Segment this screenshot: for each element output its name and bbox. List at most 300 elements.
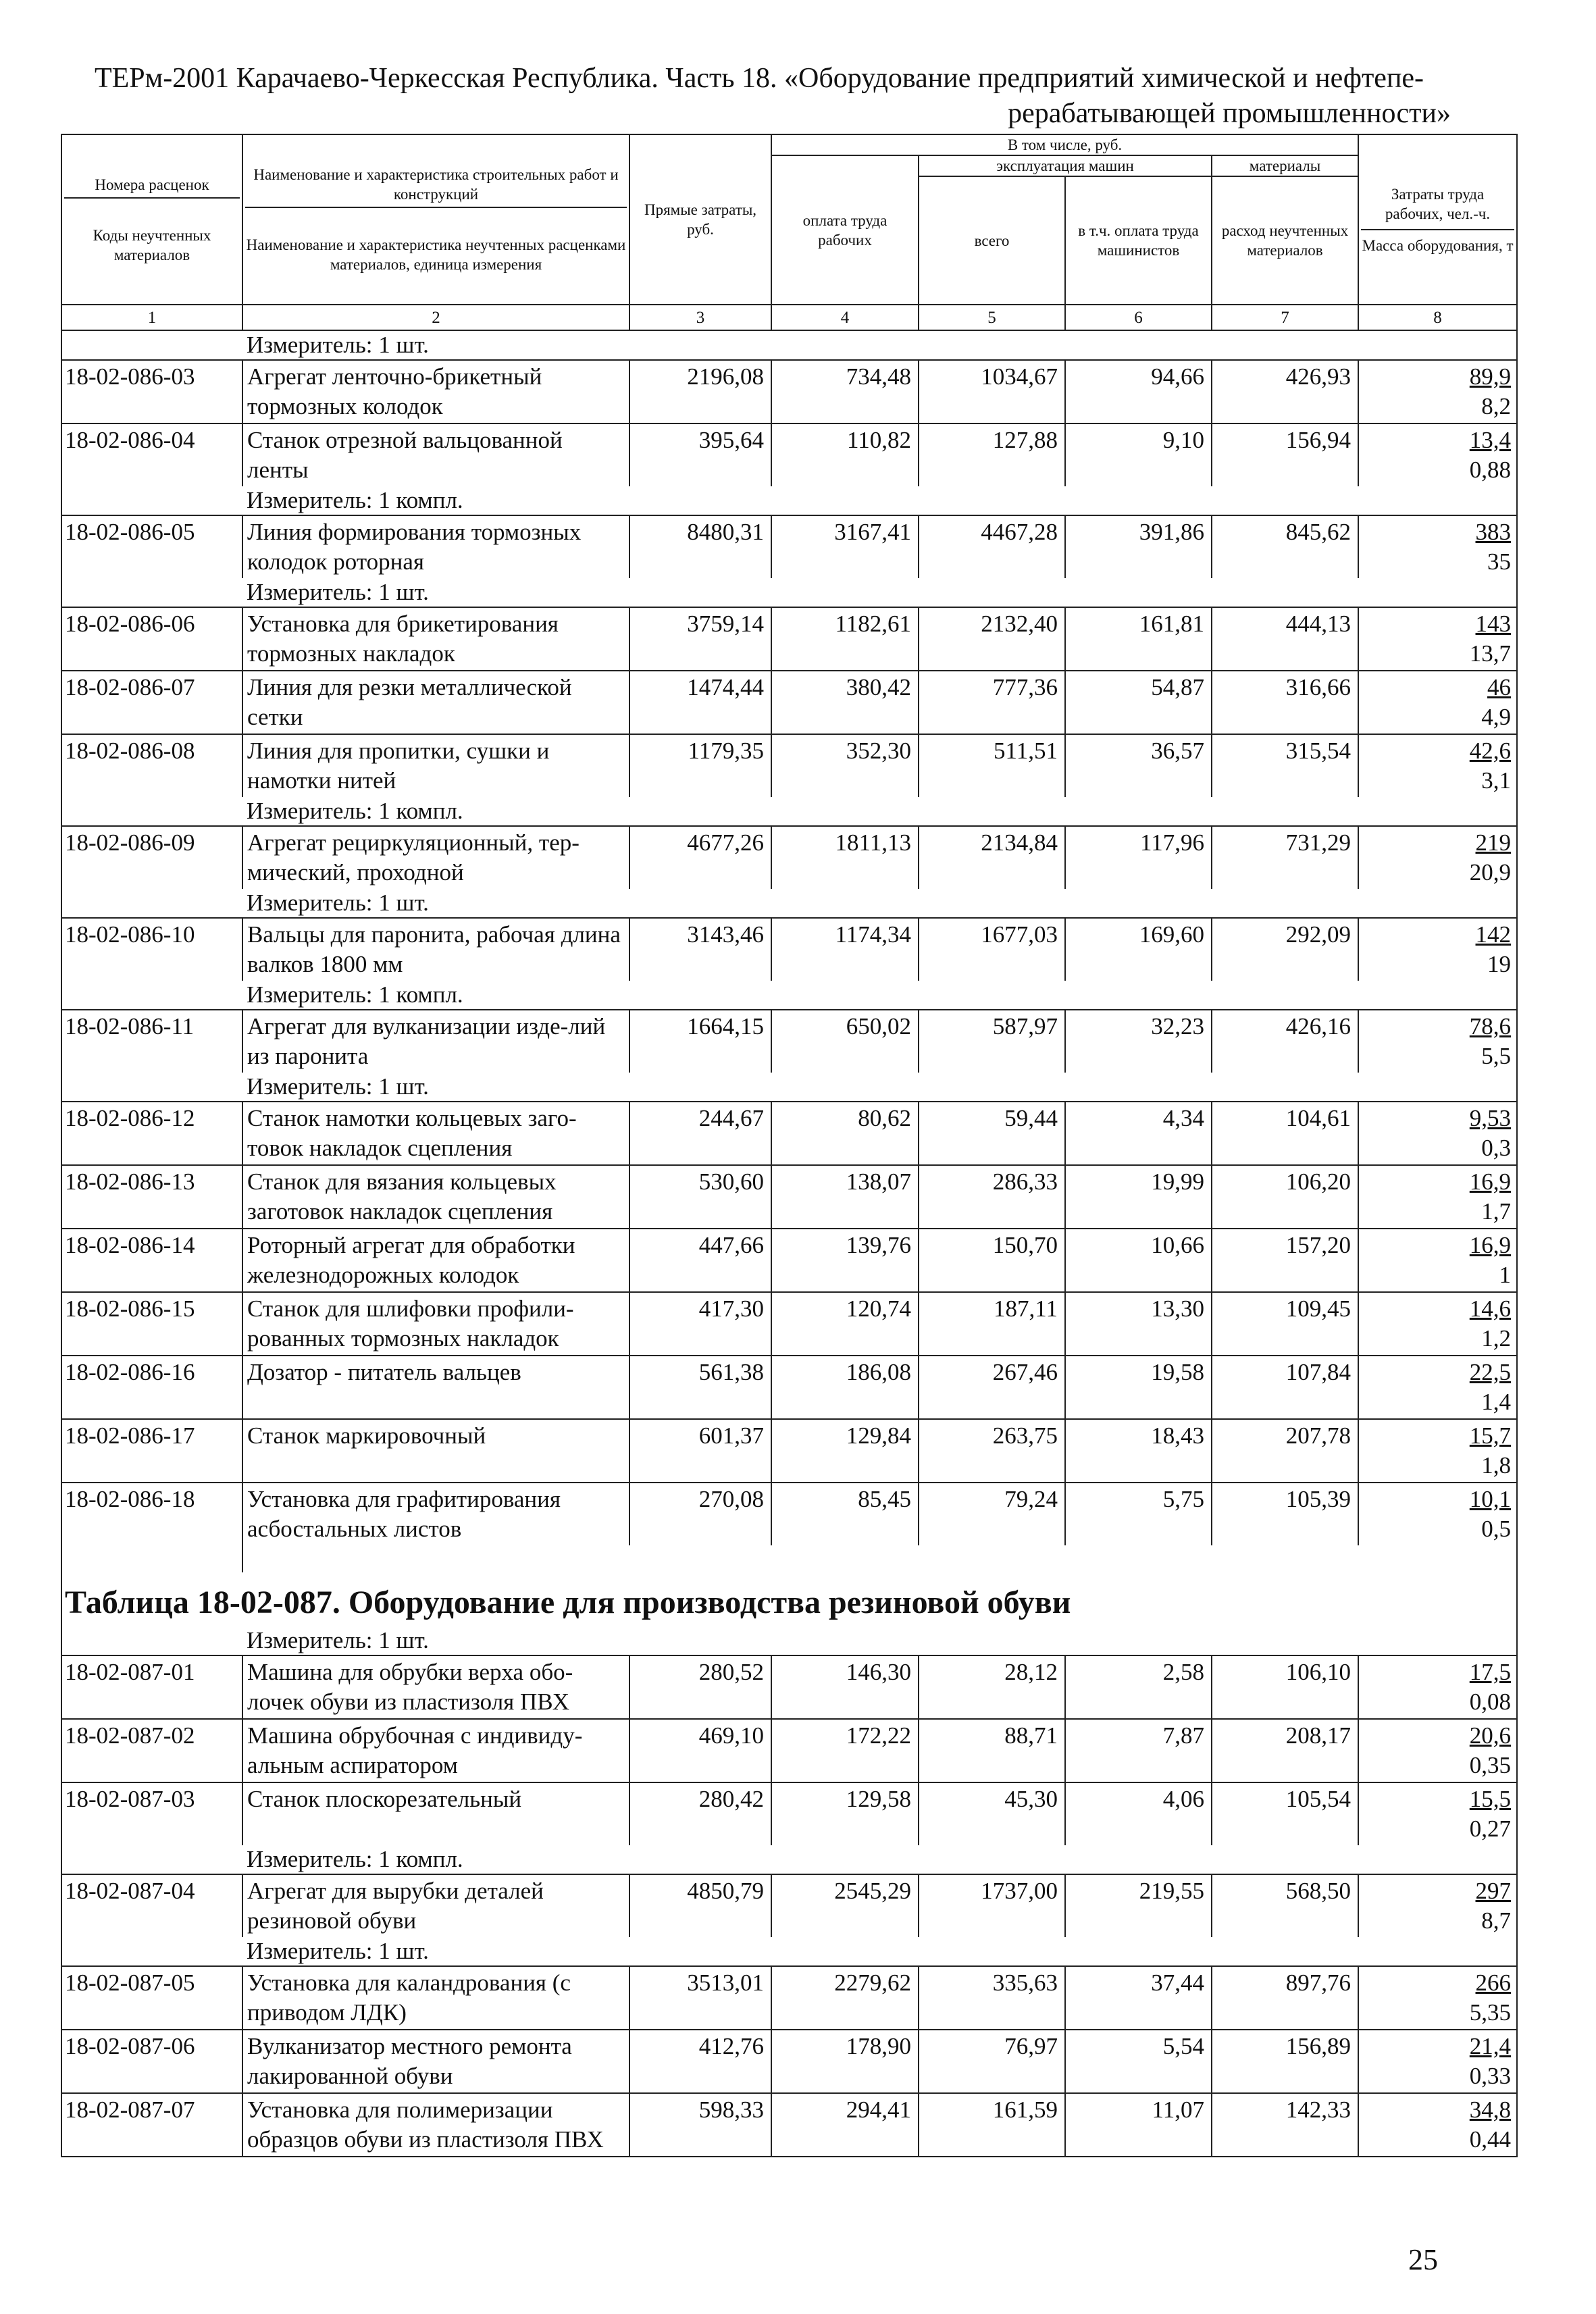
materials-cost: 568,50 <box>1212 1874 1358 1937</box>
worker-wage: 80,62 <box>771 1102 919 1165</box>
table-header <box>61 134 1517 330</box>
measure-spacer <box>61 330 242 360</box>
work-name: Станок маркировочный <box>242 1419 629 1483</box>
materials-cost: 142,33 <box>1212 2093 1358 2157</box>
page-title <box>68 61 1451 131</box>
worker-wage: 146,30 <box>771 1655 919 1719</box>
machine-total: 1737,00 <box>919 1874 1065 1937</box>
equipment-mass: 5,5 <box>1481 1043 1512 1069</box>
rates-table <box>61 134 1518 2157</box>
equipment-mass: 1 <box>1499 1262 1512 1288</box>
direct-costs: 4677,26 <box>629 826 771 889</box>
direct-costs: 280,42 <box>629 1782 771 1845</box>
labor-and-mass <box>1358 515 1517 578</box>
machinist-wage: 54,87 <box>1065 671 1212 734</box>
worker-wage: 1811,13 <box>771 826 919 889</box>
measure-label: Измеритель: 1 компл. <box>242 981 1517 1010</box>
direct-costs: 561,38 <box>629 1356 771 1419</box>
table-row <box>61 1356 1517 1419</box>
work-name: Станок намотки кольцевых заго-товок накладок сцепления <box>242 1102 629 1165</box>
labor-cost: 15,7 <box>1469 1422 1512 1449</box>
machinist-wage: 5,54 <box>1065 2030 1212 2093</box>
work-name: Линия формирования тормозных колодок роторная <box>242 515 629 578</box>
labor-and-mass <box>1358 1966 1517 2030</box>
labor-and-mass <box>1358 1874 1517 1937</box>
rate-code: 18-02-087-07 <box>61 2093 242 2157</box>
labor-cost: 143 <box>1475 611 1512 637</box>
labor-cost: 20,6 <box>1469 1722 1512 1749</box>
measure-row <box>61 330 1517 360</box>
table-row <box>61 515 1517 578</box>
rate-code: 18-02-086-10 <box>61 918 242 981</box>
labor-cost: 297 <box>1475 1878 1512 1904</box>
labor-and-mass <box>1358 671 1517 734</box>
table-row <box>61 1483 1517 1545</box>
equipment-mass: 0,44 <box>1469 2126 1512 2153</box>
work-name: Агрегат для вырубки деталей резиновой обуви <box>242 1874 629 1937</box>
materials-cost: 157,20 <box>1212 1229 1358 1292</box>
labor-cost: 383 <box>1475 519 1512 545</box>
machine-total: 79,24 <box>919 1483 1065 1545</box>
machinist-wage: 13,30 <box>1065 1292 1212 1356</box>
materials-cost: 845,62 <box>1212 515 1358 578</box>
labor-and-mass <box>1358 1229 1517 1292</box>
labor-and-mass <box>1358 1782 1517 1845</box>
machinist-wage: 2,58 <box>1065 1655 1212 1719</box>
rate-code: 18-02-086-09 <box>61 826 242 889</box>
measure-row <box>61 1937 1517 1966</box>
work-name: Установка для полимеризации образцов обуви из пластизоля ПВХ <box>242 2093 629 2157</box>
rate-code: 18-02-086-03 <box>61 360 242 423</box>
labor-and-mass <box>1358 918 1517 981</box>
measure-row <box>61 486 1517 515</box>
machine-total: 187,11 <box>919 1292 1065 1356</box>
materials-cost: 426,93 <box>1212 360 1358 423</box>
machine-total: 2132,40 <box>919 607 1065 671</box>
header-col5: всего <box>919 176 1065 305</box>
table-row <box>61 1874 1517 1937</box>
table-row <box>61 826 1517 889</box>
header-col2: Наименование и характеристика строительных работ и конструкций Наименование и характеристика неучтенных расценками материалов, единица измерения <box>242 134 629 305</box>
direct-costs: 417,30 <box>629 1292 771 1356</box>
worker-wage: 110,82 <box>771 423 919 486</box>
machinist-wage: 37,44 <box>1065 1966 1212 2030</box>
header-materials: материалы <box>1212 155 1358 176</box>
rate-code: 18-02-086-12 <box>61 1102 242 1165</box>
measure-row <box>61 1845 1517 1874</box>
labor-and-mass <box>1358 1010 1517 1073</box>
table-row <box>61 734 1517 797</box>
labor-cost: 9,53 <box>1469 1105 1512 1131</box>
materials-cost: 208,17 <box>1212 1719 1358 1782</box>
machinist-wage: 4,06 <box>1065 1782 1212 1845</box>
materials-cost: 104,61 <box>1212 1102 1358 1165</box>
rate-code: 18-02-086-08 <box>61 734 242 797</box>
rate-code: 18-02-087-04 <box>61 1874 242 1937</box>
measure-label: Измеритель: 1 шт. <box>242 578 1517 607</box>
work-name: Агрегат рециркуляционный, тер-мический, проходной <box>242 826 629 889</box>
rate-code: 18-02-086-05 <box>61 515 242 578</box>
materials-cost: 292,09 <box>1212 918 1358 981</box>
worker-wage: 352,30 <box>771 734 919 797</box>
measure-row <box>61 578 1517 607</box>
labor-cost: 13,4 <box>1469 427 1512 453</box>
work-name: Машина обрубочная с индивиду-альным аспиратором <box>242 1719 629 1782</box>
machinist-wage: 219,55 <box>1065 1874 1212 1937</box>
direct-costs: 3759,14 <box>629 607 771 671</box>
direct-costs: 395,64 <box>629 423 771 486</box>
materials-cost: 109,45 <box>1212 1292 1358 1356</box>
measure-row <box>61 1073 1517 1102</box>
labor-cost: 78,6 <box>1469 1013 1512 1039</box>
work-name: Дозатор - питатель вальцев <box>242 1356 629 1419</box>
machinist-wage: 4,34 <box>1065 1102 1212 1165</box>
machine-total: 59,44 <box>919 1102 1065 1165</box>
materials-cost: 106,20 <box>1212 1165 1358 1229</box>
machine-total: 76,97 <box>919 2030 1065 2093</box>
direct-costs: 601,37 <box>629 1419 771 1483</box>
table-row <box>61 671 1517 734</box>
machine-total: 88,71 <box>919 1719 1065 1782</box>
labor-cost: 219 <box>1475 829 1512 856</box>
worker-wage: 734,48 <box>771 360 919 423</box>
table-row <box>61 607 1517 671</box>
title-line-1: ТЕРм-2001 Карачаево-Черкесская Республика. Часть 18. «Оборудование предприятий химической и нефтепе- <box>94 63 1424 94</box>
direct-costs: 8480,31 <box>629 515 771 578</box>
rate-code: 18-02-086-07 <box>61 671 242 734</box>
header-col6: в т.ч. оплата труда машинистов <box>1065 176 1212 305</box>
work-name: Линия для пропитки, сушки и намотки нитей <box>242 734 629 797</box>
rate-code: 18-02-087-03 <box>61 1782 242 1845</box>
table-row <box>61 1292 1517 1356</box>
rate-code: 18-02-086-16 <box>61 1356 242 1419</box>
equipment-mass: 1,8 <box>1481 1452 1512 1479</box>
rate-code: 18-02-086-17 <box>61 1419 242 1483</box>
materials-cost: 156,94 <box>1212 423 1358 486</box>
materials-cost: 426,16 <box>1212 1010 1358 1073</box>
work-name: Станок плоскорезательный <box>242 1782 629 1845</box>
rate-code: 18-02-086-18 <box>61 1483 242 1545</box>
table-body <box>61 330 1517 1545</box>
direct-costs: 2196,08 <box>629 360 771 423</box>
work-name: Станок отрезной вальцованной ленты <box>242 423 629 486</box>
work-name: Станок для шлифовки профили-рованных тормозных накладок <box>242 1292 629 1356</box>
machine-total: 263,75 <box>919 1419 1065 1483</box>
machine-total: 511,51 <box>919 734 1065 797</box>
machinist-wage: 161,81 <box>1065 607 1212 671</box>
machine-total: 150,70 <box>919 1229 1065 1292</box>
materials-cost: 444,13 <box>1212 607 1358 671</box>
header-incl: В том числе, руб. <box>771 134 1358 155</box>
worker-wage: 178,90 <box>771 2030 919 2093</box>
labor-and-mass <box>1358 1655 1517 1719</box>
labor-cost: 14,6 <box>1469 1295 1512 1322</box>
measure-spacer <box>61 1073 242 1102</box>
header-col8: Затраты труда рабочих, чел.-ч. Масса оборудования, т <box>1358 134 1517 305</box>
worker-wage: 2279,62 <box>771 1966 919 2030</box>
rate-code: 18-02-086-11 <box>61 1010 242 1073</box>
equipment-mass: 3,1 <box>1481 767 1512 794</box>
measure-label: Измеритель: 1 компл. <box>242 486 1517 515</box>
measure-label: Измеритель: 1 компл. <box>242 797 1517 826</box>
measure-label: Измеритель: 1 компл. <box>242 1845 1517 1874</box>
table-row <box>61 1782 1517 1845</box>
machinist-wage: 36,57 <box>1065 734 1212 797</box>
materials-cost: 105,39 <box>1212 1483 1358 1545</box>
worker-wage: 650,02 <box>771 1010 919 1073</box>
labor-and-mass <box>1358 2030 1517 2093</box>
table-row <box>61 423 1517 486</box>
machine-total: 587,97 <box>919 1010 1065 1073</box>
table-row <box>61 918 1517 981</box>
labor-cost: 15,5 <box>1469 1786 1512 1812</box>
work-name: Станок для вязания кольцевых заготовок накладок сцепления <box>242 1165 629 1229</box>
rate-code: 18-02-086-13 <box>61 1165 242 1229</box>
equipment-mass: 0,5 <box>1481 1516 1512 1542</box>
labor-and-mass <box>1358 1165 1517 1229</box>
table-row <box>61 1229 1517 1292</box>
labor-cost: 22,5 <box>1469 1359 1512 1385</box>
direct-costs: 4850,79 <box>629 1874 771 1937</box>
table-row <box>61 1966 1517 2030</box>
direct-costs: 412,76 <box>629 2030 771 2093</box>
labor-cost: 16,9 <box>1469 1232 1512 1258</box>
worker-wage: 2545,29 <box>771 1874 919 1937</box>
machinist-wage: 9,10 <box>1065 423 1212 486</box>
rate-code: 18-02-086-15 <box>61 1292 242 1356</box>
labor-cost: 42,6 <box>1469 738 1512 764</box>
labor-cost: 21,4 <box>1469 2033 1512 2059</box>
labor-and-mass <box>1358 1719 1517 1782</box>
worker-wage: 172,22 <box>771 1719 919 1782</box>
rate-code: 18-02-086-04 <box>61 423 242 486</box>
labor-cost: 89,9 <box>1469 363 1512 390</box>
labor-cost: 266 <box>1475 1970 1512 1996</box>
work-name: Установка для графитирования асбостальных листов <box>242 1483 629 1545</box>
equipment-mass: 4,9 <box>1481 704 1512 730</box>
table-row <box>61 1419 1517 1483</box>
machine-total: 1034,67 <box>919 360 1065 423</box>
direct-costs: 270,08 <box>629 1483 771 1545</box>
rate-code: 18-02-086-14 <box>61 1229 242 1292</box>
rate-code: 18-02-087-01 <box>61 1655 242 1719</box>
rate-code: 18-02-087-05 <box>61 1966 242 2030</box>
measure-row <box>61 981 1517 1010</box>
labor-cost: 16,9 <box>1469 1168 1512 1195</box>
machinist-wage: 94,66 <box>1065 360 1212 423</box>
machinist-wage: 10,66 <box>1065 1229 1212 1292</box>
labor-and-mass <box>1358 826 1517 889</box>
machine-total: 4467,28 <box>919 515 1065 578</box>
direct-costs: 3513,01 <box>629 1966 771 2030</box>
direct-costs: 244,67 <box>629 1102 771 1165</box>
equipment-mass: 35 <box>1487 548 1512 575</box>
worker-wage: 129,58 <box>771 1782 919 1845</box>
machine-total: 286,33 <box>919 1165 1065 1229</box>
measure-row <box>61 1626 1517 1655</box>
table-row <box>61 1719 1517 1782</box>
direct-costs: 469,10 <box>629 1719 771 1782</box>
labor-cost: 10,1 <box>1469 1486 1512 1512</box>
measure-spacer <box>61 797 242 826</box>
labor-cost: 34,8 <box>1469 2097 1512 2123</box>
worker-wage: 294,41 <box>771 2093 919 2157</box>
work-name: Машина для обрубки верха обо-лочек обуви из пластизоля ПВХ <box>242 1655 629 1719</box>
table-row <box>61 2093 1517 2157</box>
direct-costs: 1664,15 <box>629 1010 771 1073</box>
direct-costs: 447,66 <box>629 1229 771 1292</box>
machinist-wage: 32,23 <box>1065 1010 1212 1073</box>
labor-and-mass <box>1358 607 1517 671</box>
equipment-mass: 0,27 <box>1469 1816 1512 1842</box>
worker-wage: 138,07 <box>771 1165 919 1229</box>
measure-label: Измеритель: 1 шт. <box>242 330 1517 360</box>
materials-cost: 106,10 <box>1212 1655 1358 1719</box>
table-row <box>61 1010 1517 1073</box>
worker-wage: 1174,34 <box>771 918 919 981</box>
title-line-2: рерабатывающей промышленности» <box>1008 98 1451 129</box>
machinist-wage: 19,58 <box>1065 1356 1212 1419</box>
worker-wage: 186,08 <box>771 1356 919 1419</box>
machine-total: 161,59 <box>919 2093 1065 2157</box>
equipment-mass: 0,08 <box>1469 1689 1512 1715</box>
equipment-mass: 0,3 <box>1481 1135 1512 1161</box>
measure-row <box>61 889 1517 918</box>
rate-code: 18-02-086-06 <box>61 607 242 671</box>
direct-costs: 530,60 <box>629 1165 771 1229</box>
table-row <box>61 1165 1517 1229</box>
labor-and-mass <box>1358 423 1517 486</box>
work-name: Агрегат ленточно-брикетный тормозных колодок <box>242 360 629 423</box>
worker-wage: 85,45 <box>771 1483 919 1545</box>
labor-cost: 46 <box>1487 674 1512 700</box>
labor-and-mass <box>1358 1292 1517 1356</box>
work-name: Вулканизатор местного ремонта лакированной обуви <box>242 2030 629 2093</box>
table-row <box>61 1102 1517 1165</box>
labor-and-mass <box>1358 1419 1517 1483</box>
labor-and-mass <box>1358 360 1517 423</box>
machine-total: 28,12 <box>919 1655 1065 1719</box>
measure-label: Измеритель: 1 шт. <box>242 1626 1517 1655</box>
materials-cost: 105,54 <box>1212 1782 1358 1845</box>
worker-wage: 1182,61 <box>771 607 919 671</box>
equipment-mass: 13,7 <box>1469 640 1512 667</box>
materials-cost: 316,66 <box>1212 671 1358 734</box>
machine-total: 777,36 <box>919 671 1065 734</box>
labor-and-mass <box>1358 1483 1517 1545</box>
labor-and-mass <box>1358 734 1517 797</box>
machine-total: 127,88 <box>919 423 1065 486</box>
machinist-wage: 18,43 <box>1065 1419 1212 1483</box>
work-name: Вальцы для паронита, рабочая длина валков 1800 мм <box>242 918 629 981</box>
column-numbers: 1 2 3 4 5 6 7 8 <box>61 305 1517 330</box>
measure-label: Измеритель: 1 шт. <box>242 889 1517 918</box>
measure-spacer <box>61 1626 242 1655</box>
work-name: Роторный агрегат для обработки железнодорожных колодок <box>242 1229 629 1292</box>
equipment-mass: 19 <box>1487 951 1512 977</box>
direct-costs: 1474,44 <box>629 671 771 734</box>
worker-wage: 129,84 <box>771 1419 919 1483</box>
header-col4: оплата труда рабочих <box>771 155 919 305</box>
table2-heading-section <box>61 1545 1517 1626</box>
worker-wage: 3167,41 <box>771 515 919 578</box>
header-col3: Прямые затраты, руб. <box>629 134 771 305</box>
materials-cost: 897,76 <box>1212 1966 1358 2030</box>
work-name: Установка для каландрования (с приводом ЛДК) <box>242 1966 629 2030</box>
equipment-mass: 8,2 <box>1481 393 1512 419</box>
header-col1: Номера расценок Коды неучтенных материалов <box>61 134 242 305</box>
machinist-wage: 7,87 <box>1065 1719 1212 1782</box>
materials-cost: 731,29 <box>1212 826 1358 889</box>
machine-total: 45,30 <box>919 1782 1065 1845</box>
worker-wage: 380,42 <box>771 671 919 734</box>
worker-wage: 139,76 <box>771 1229 919 1292</box>
rate-code: 18-02-087-02 <box>61 1719 242 1782</box>
materials-cost: 107,84 <box>1212 1356 1358 1419</box>
measure-row <box>61 797 1517 826</box>
header-col7: расход неучтенных материалов <box>1212 176 1358 305</box>
materials-cost: 156,89 <box>1212 2030 1358 2093</box>
measure-spacer <box>61 578 242 607</box>
equipment-mass: 1,2 <box>1481 1325 1512 1352</box>
materials-cost: 315,54 <box>1212 734 1358 797</box>
equipment-mass: 20,9 <box>1469 859 1512 885</box>
worker-wage: 120,74 <box>771 1292 919 1356</box>
machinist-wage: 5,75 <box>1065 1483 1212 1545</box>
header-exploit: эксплуатация машин <box>919 155 1212 176</box>
materials-cost: 207,78 <box>1212 1419 1358 1483</box>
measure-label: Измеритель: 1 шт. <box>242 1073 1517 1102</box>
equipment-mass: 0,33 <box>1469 2063 1512 2089</box>
labor-and-mass <box>1358 1356 1517 1419</box>
work-name: Установка для брикетирования тормозных накладок <box>242 607 629 671</box>
measure-spacer <box>61 1937 242 1966</box>
equipment-mass: 5,35 <box>1469 1999 1512 2026</box>
table-row <box>61 360 1517 423</box>
work-name: Линия для резки металлической сетки <box>242 671 629 734</box>
measure-spacer <box>61 486 242 515</box>
equipment-mass: 0,35 <box>1469 1752 1512 1778</box>
equipment-mass: 1,7 <box>1481 1198 1512 1225</box>
direct-costs: 1179,35 <box>629 734 771 797</box>
machine-total: 1677,03 <box>919 918 1065 981</box>
equipment-mass: 8,7 <box>1481 1907 1512 1934</box>
direct-costs: 598,33 <box>629 2093 771 2157</box>
measure-spacer <box>61 889 242 918</box>
labor-cost: 142 <box>1475 921 1512 948</box>
machine-total: 267,46 <box>919 1356 1065 1419</box>
table2-heading: Таблица 18-02-087. Оборудование для производства резиновой обуви <box>61 1572 1517 1626</box>
machine-total: 2134,84 <box>919 826 1065 889</box>
machinist-wage: 19,99 <box>1065 1165 1212 1229</box>
table-row <box>61 2030 1517 2093</box>
measure-label: Измеритель: 1 шт. <box>242 1937 1517 1966</box>
page-number: 25 <box>1408 2243 1438 2276</box>
machinist-wage: 169,60 <box>1065 918 1212 981</box>
equipment-mass: 0,88 <box>1469 457 1512 483</box>
machinist-wage: 117,96 <box>1065 826 1212 889</box>
machinist-wage: 11,07 <box>1065 2093 1212 2157</box>
table2-body <box>61 1626 1517 2157</box>
machinist-wage: 391,86 <box>1065 515 1212 578</box>
machine-total: 335,63 <box>919 1966 1065 2030</box>
rate-code: 18-02-087-06 <box>61 2030 242 2093</box>
labor-cost: 17,5 <box>1469 1659 1512 1685</box>
measure-spacer <box>61 1845 242 1874</box>
labor-and-mass <box>1358 1102 1517 1165</box>
labor-and-mass <box>1358 2093 1517 2157</box>
equipment-mass: 1,4 <box>1481 1389 1512 1415</box>
